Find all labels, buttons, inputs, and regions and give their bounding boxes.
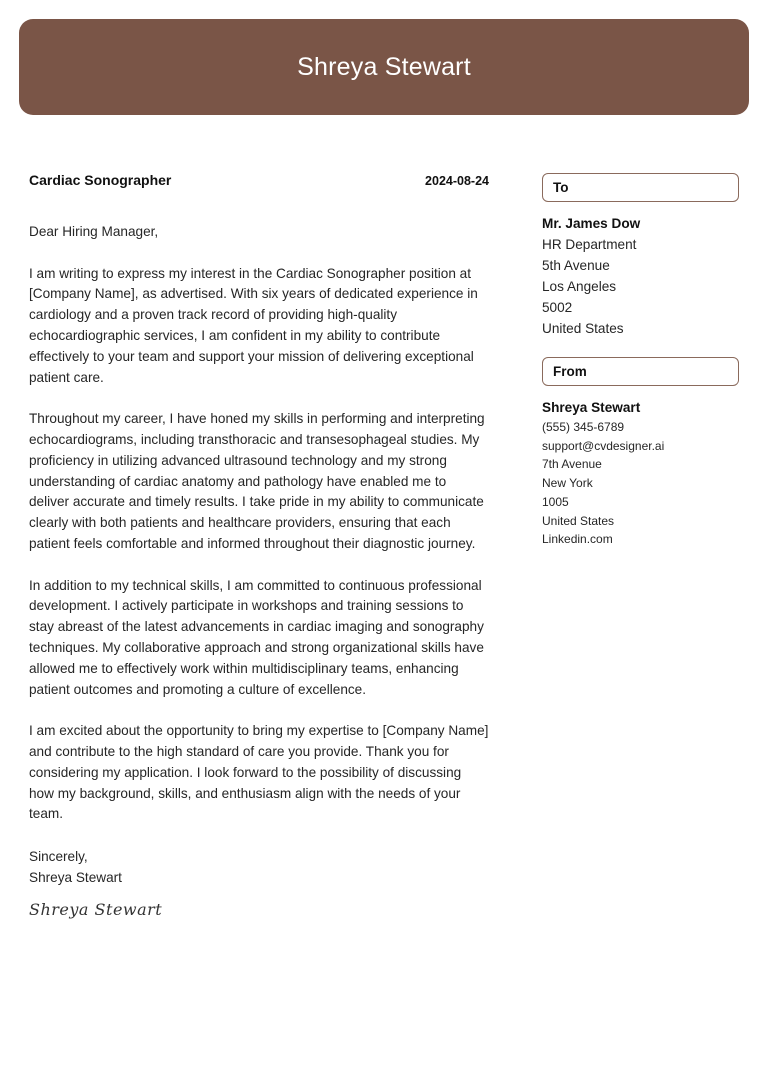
recipient-line: 5th Avenue [542,258,610,273]
sender-website: Linkedin.com [542,532,613,547]
paragraph: I am excited about the opportunity to bring my expertise to [Company Name] and contribute to the high standard of care you provide. Thank you for considering my application. I look forward to the possibility of discussing how my background, skills, and enthusiasm align with the needs of your team. [29,723,489,822]
sender-line: 7th Avenue [542,457,602,472]
recipient-line: HR Department [542,237,637,252]
letter-body [29,172,489,846]
sender-line: United States [542,513,615,528]
recipient-line: United States [542,321,624,336]
sender-block [542,357,739,549]
closing-block [29,846,122,888]
applicant-name: Shreya Stewart [297,52,471,81]
letter-text [29,222,489,825]
recipient-line: 5002 [542,300,573,315]
from-label-box: From [542,357,739,386]
closing-name: Shreya Stewart [29,870,122,885]
signature: Shreya Stewart [29,900,163,919]
header-banner [19,19,749,115]
paragraph: In addition to my technical skills, I am committed to continuous professional development. I actively participate in workshops and training sessions to stay abreast of the latest advancements in cardiac imaging and sonography techniques. My collaborative approach and strong organizational skills have allowed me to effectively work within multidisciplinary teams, enhancing patient outcomes and promoting a culture of excellence. [29,577,484,697]
paragraph: Throughout my career, I have honed my skills in performing and interpreting echocardiograms, including transthoracic and transesophageal studies. My proficiency in utilizing advanced ultrasound technology and my strong understanding of cardiac anatomy and pathology have enabled me to deliver accurate and timely results. I take pride in my ability to communicate clearly with both patients and healthcare providers, ensuring that each patient feels comfortable and informed throughout their diagnostic journey. [29,411,485,551]
closing-phrase: Sincerely, [29,849,88,864]
recipient-block [542,173,739,339]
job-title: Cardiac Sonographer [29,172,172,188]
paragraph: I am writing to express my interest in the Cardiac Sonographer position at [Company Name], as advertised. With six years of dedicated experience in cardiology and a proven track record of providing high-quality echocardiographic services, I am confident in my ability to contribute effectively to your team and support your mission of delivering exceptional patient care. [29,265,478,385]
sender-line: 1005 [542,494,569,509]
recipient-details [542,213,739,339]
sender-name: Shreya Stewart [542,400,641,415]
letter-date: 2024-08-24 [425,174,489,188]
sender-details [542,418,739,549]
sender-email: support@cvdesigner.ai [542,438,665,453]
recipient-name: Mr. James Dow [542,216,641,231]
recipient-line: Los Angeles [542,279,617,294]
sender-phone: (555) 345-6789 [542,420,625,434]
title-row [29,172,489,192]
greeting: Dear Hiring Manager, [29,224,159,239]
to-label-box: To [542,173,739,202]
sender-line: New York [542,476,593,491]
